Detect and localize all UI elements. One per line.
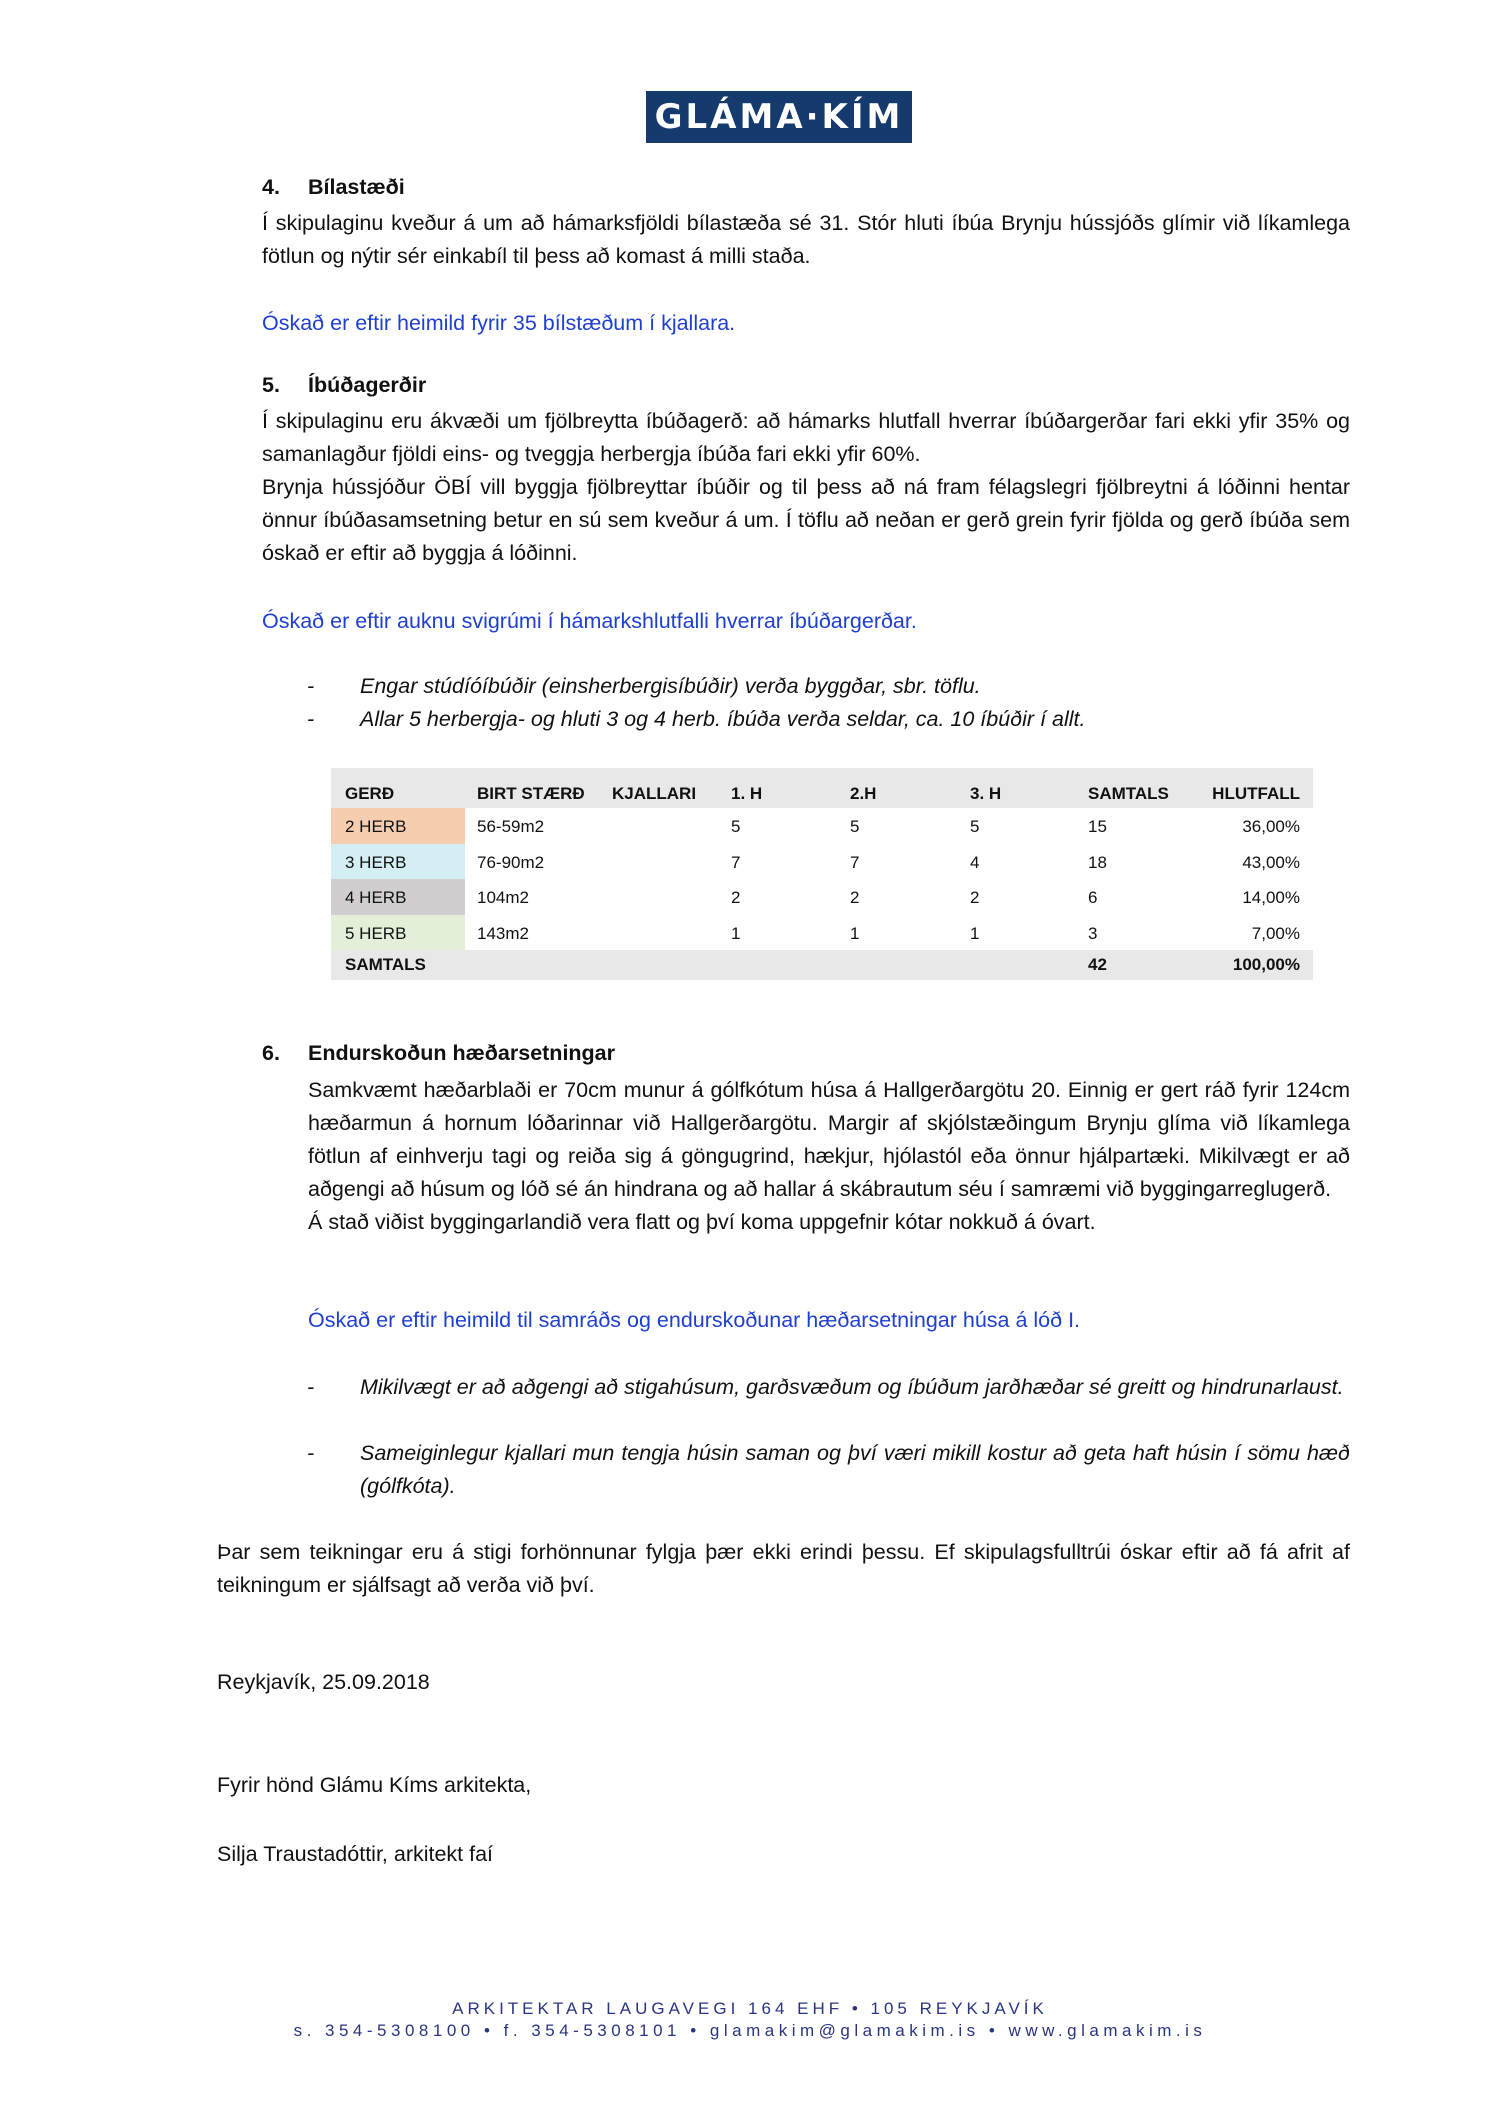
apartment-table bbox=[331, 768, 1313, 980]
section-title: Íbúðagerðir bbox=[308, 373, 427, 397]
type-cell bbox=[331, 844, 465, 880]
section-4-request: Óskað er eftir heimild fyrir 35 bílstæðum í kjallara. bbox=[262, 311, 736, 335]
floor1-cell: 5 bbox=[731, 817, 741, 836]
header-cell: KJALLARI bbox=[612, 784, 697, 803]
share-cell: 7,00% bbox=[1251, 923, 1300, 943]
section-5-heading bbox=[262, 373, 426, 398]
header-cell: BIRT STÆRÐ bbox=[477, 784, 585, 803]
header-cell: 2.H bbox=[850, 784, 877, 803]
size-cell: 104m2 bbox=[477, 888, 529, 907]
total-cell: 15 bbox=[1088, 817, 1107, 836]
section-number: 4. bbox=[262, 175, 280, 199]
floor3-cell: 4 bbox=[970, 852, 980, 872]
section-5-bullet bbox=[307, 703, 1350, 736]
section-6-text-2: Á stað viðist byggingarlandið vera flatt og því koma uppgefnir kótar nokkuð á óvart. bbox=[308, 1210, 1096, 1234]
section-6-text-1: Samkvæmt hæðarblaði er 70cm munur á gólfkótum húsa á Hallgerðargötu 20. Einnig er gert ráð fyrir 124cm hæðarmun á hornum lóðarinnar við Hallgerðargötu. Margir af skjólstæðingum Brynju glíma við líkamlega fötlun af einhverju tagi og reiða sig á göngugrind, hækjur, hjólastól eða önnur hjálpartæki. Mikilvægt er að aðgengi að húsum og lóð sé án hindrana og að hallar á skábrautum séu í samræmi við byggingarreglugerð. bbox=[308, 1078, 1350, 1201]
table-row bbox=[331, 844, 1313, 880]
floor3-cell: 1 bbox=[970, 923, 980, 943]
section-6-request: Óskað er eftir heimild til samráðs og endurskoðunar hæðarsetningar húsa á lóð I. bbox=[308, 1308, 1081, 1332]
section-4-heading bbox=[262, 175, 405, 200]
size-cell: 143m2 bbox=[477, 923, 529, 943]
section-5-request: Óskað er eftir auknu svigrúmi í hámarkshlutfalli hverrar íbúðargerðar. bbox=[262, 609, 917, 633]
table-total-row bbox=[331, 950, 1313, 980]
bullet-dash: - bbox=[307, 1441, 315, 1465]
floor2-cell: 1 bbox=[850, 923, 860, 943]
table-header-row bbox=[331, 768, 1313, 808]
share-cell: 36,00% bbox=[1242, 817, 1300, 836]
section-6-bullet bbox=[307, 1371, 1350, 1404]
bullet-dash: - bbox=[307, 1375, 315, 1399]
section-6-bullet bbox=[307, 1437, 1350, 1503]
section-number: 6. bbox=[262, 1041, 280, 1065]
header-cell: HLUTFALL bbox=[1212, 784, 1300, 803]
section-6-body bbox=[308, 1074, 1350, 1239]
floor1-cell: 7 bbox=[731, 852, 741, 872]
bullet-dash: - bbox=[307, 707, 315, 731]
type-label: 3 HERB bbox=[345, 852, 407, 872]
company-logo: GLÁMA·KÍM bbox=[646, 91, 912, 143]
share-cell: 14,00% bbox=[1242, 888, 1300, 907]
type-cell bbox=[331, 808, 465, 844]
floor2-cell: 2 bbox=[850, 888, 860, 907]
floor3-cell: 2 bbox=[970, 888, 980, 907]
footer-contact: s. 354-5308100 • f. 354-5308101 • glamakim@glamakim.is • www.glamakim.is bbox=[293, 2021, 1207, 2040]
signer: Silja Traustadóttir, arkitekt faí bbox=[217, 1842, 494, 1866]
section-title: Endurskoðun hæðarsetningar bbox=[308, 1041, 616, 1065]
section-5-bullet bbox=[307, 670, 1350, 703]
section-6-heading bbox=[262, 1041, 615, 1066]
size-cell: 76-90m2 bbox=[477, 852, 545, 872]
section-number: 5. bbox=[262, 373, 280, 397]
type-label: 5 HERB bbox=[345, 923, 407, 943]
total-cell: 3 bbox=[1088, 923, 1098, 943]
floor2-cell: 7 bbox=[850, 852, 860, 872]
section-5-text-2: Brynja hússjóður ÖBÍ vill byggja fjölbreyttar íbúðir og til þess að ná fram félagslegri fjölbreytni á lóðinni hentar önnur íbúðasamsetning betur en sú sem kveður á um. Í töflu að neðan er gerð grein fyrir fjölda og gerð íbúða sem óskað er eftir að byggja á lóðinni. bbox=[262, 475, 1350, 565]
total-share: 100,00% bbox=[1232, 955, 1300, 974]
type-label: 4 HERB bbox=[345, 888, 407, 907]
total-cell: 18 bbox=[1088, 852, 1107, 872]
bullet-text: Mikilvægt er að aðgengi að stigahúsum, garðsvæðum og íbúðum jarðhæðar sé greitt og hindrunarlaust. bbox=[360, 1375, 1344, 1399]
table-row bbox=[331, 915, 1313, 951]
section-4-text: Í skipulaginu kveður á um að hámarksfjöldi bílastæða sé 31. Stór hluti íbúa Brynju hússjóðs glímir við líkamlega fötlun og nýtir sér einkabíl til þess að komast á milli staða. bbox=[262, 211, 1350, 268]
section-title: Bílastæði bbox=[308, 175, 405, 199]
table-row bbox=[331, 808, 1313, 844]
floor1-cell: 1 bbox=[731, 923, 741, 943]
section-5-text-1: Í skipulaginu eru ákvæði um fjölbreytta íbúðagerð: að hámarks hlutfall hverrar íbúðargerðar fari ekki yfir 35% og samanlagður fjöldi eins- og tveggja herbergja íbúða fari ekki yfir 60%. bbox=[262, 409, 1350, 466]
total-cell: 6 bbox=[1088, 888, 1098, 907]
share-cell: 43,00% bbox=[1242, 852, 1300, 872]
section-5-body bbox=[262, 405, 1350, 570]
floor3-cell: 5 bbox=[970, 817, 980, 836]
closing-paragraph: Þar sem teikningar eru á stigi forhönnunar fylgja þær ekki erindi þessu. Ef skipulagsfulltrúi óskar eftir að fá afrit af teikningum er sjálfsagt að verða við því. bbox=[217, 1540, 1350, 1597]
header-cell: SAMTALS bbox=[1088, 784, 1169, 803]
footer-address: ARKITEKTAR LAUGAVEGI 164 EHF • 105 REYKJAVÍK bbox=[452, 1999, 1048, 2018]
total-count: 42 bbox=[1088, 955, 1107, 974]
total-label: SAMTALS bbox=[345, 955, 426, 974]
header-cell: 3. H bbox=[970, 784, 1002, 803]
bullet-dash: - bbox=[307, 674, 315, 698]
type-cell bbox=[331, 915, 465, 951]
header-cell: 1. H bbox=[731, 784, 763, 803]
type-label: 2 HERB bbox=[345, 817, 407, 836]
place-date: Reykjavík, 25.09.2018 bbox=[217, 1670, 430, 1694]
on-behalf: Fyrir hönd Glámu Kíms arkitekta, bbox=[217, 1773, 532, 1797]
table-row bbox=[331, 879, 1313, 915]
floor1-cell: 2 bbox=[731, 888, 741, 907]
bullet-text: Engar stúdíóíbúðir (einsherbergisíbúðir) verða byggðar, sbr. töflu. bbox=[360, 674, 981, 698]
size-cell: 56-59m2 bbox=[477, 817, 545, 836]
type-cell bbox=[331, 879, 465, 915]
bullet-text: Sameiginlegur kjallari mun tengja húsin saman og því væri mikill kostur að geta haft húsin í sömu hæð (gólfkóta). bbox=[360, 1441, 1350, 1498]
floor2-cell: 5 bbox=[850, 817, 860, 836]
header-cell: GERÐ bbox=[345, 784, 395, 803]
bullet-text: Allar 5 herbergja- og hluti 3 og 4 herb. íbúða verða seldar, ca. 10 íbúðir í allt. bbox=[360, 707, 1086, 731]
